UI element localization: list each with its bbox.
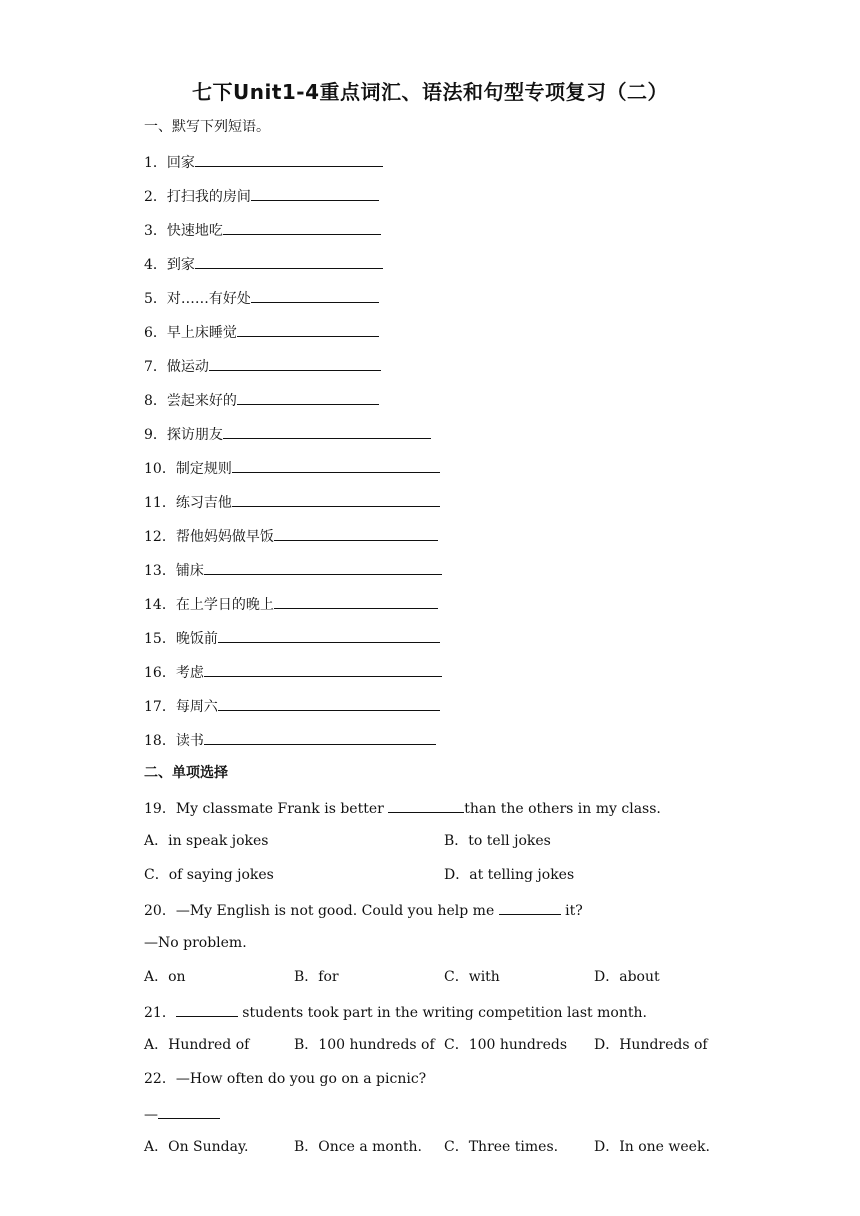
phrase-item — [144, 424, 431, 444]
phrase-item — [144, 696, 440, 716]
phrase-item — [144, 186, 379, 206]
answer-blank — [204, 560, 442, 575]
option-a: A．in speak jokes — [144, 833, 269, 849]
answer-blank — [499, 900, 561, 915]
phrase-text: 10．制定规则 — [144, 461, 232, 477]
phrase-item — [144, 288, 379, 308]
phrase-item — [144, 560, 442, 580]
answer-blank — [232, 458, 440, 473]
answer-blank — [158, 1104, 220, 1119]
option-a: A．Hundred of — [144, 1037, 250, 1053]
phrase-item — [144, 492, 440, 512]
answer-blank — [204, 730, 436, 745]
answer-blank — [232, 492, 440, 507]
phrase-item — [144, 390, 379, 410]
question-text: it? — [560, 903, 583, 919]
answer-blank — [209, 356, 381, 371]
answer-blank — [237, 390, 379, 405]
phrase-text: 4．到家 — [144, 257, 195, 273]
phrase-item — [144, 322, 379, 342]
question-22: 22．—How often do you go on a picnic? — [144, 1071, 427, 1087]
option-b: B．100 hundreds of — [294, 1037, 435, 1053]
page-title: 七下Unit1-4重点词汇、语法和句型专项复习（二） — [191, 80, 669, 104]
phrase-text: 1．回家 — [144, 155, 195, 171]
answer-blank — [251, 186, 379, 201]
phrase-item — [144, 458, 440, 478]
phrase-item — [144, 254, 383, 274]
phrase-item — [144, 152, 383, 172]
question-text: 21． — [144, 1005, 176, 1021]
phrase-item — [144, 730, 436, 750]
answer-blank — [218, 628, 440, 643]
question-20-reply: —No problem. — [144, 935, 247, 951]
phrase-item — [144, 356, 381, 376]
phrase-item — [144, 526, 438, 546]
option-b: B．Once a month. — [294, 1139, 422, 1155]
phrase-text: 16．考虑 — [144, 665, 204, 681]
answer-blank — [176, 1002, 238, 1017]
option-d: D．In one week. — [594, 1139, 710, 1155]
question-text: — — [144, 1107, 158, 1123]
question-text: students took part in the writing competition last month. — [237, 1005, 647, 1021]
phrase-text: 6．早上床睡觉 — [144, 325, 237, 341]
question-text: 19．My classmate Frank is better — [144, 801, 389, 817]
phrase-text: 17．每周六 — [144, 699, 218, 715]
phrase-text: 5．对……有好处 — [144, 291, 251, 307]
phrase-item — [144, 220, 381, 240]
phrase-text: 13．铺床 — [144, 563, 204, 579]
question-text: 20．—My English is not good. Could you help me — [144, 903, 499, 919]
answer-blank — [388, 798, 464, 813]
option-c: C．Three times. — [444, 1139, 559, 1155]
phrase-text: 12．帮他妈妈做早饭 — [144, 529, 274, 545]
option-c: C．of saying jokes — [144, 867, 274, 883]
answer-blank — [274, 526, 438, 541]
answer-blank — [237, 322, 379, 337]
question-text: than the others in my class. — [464, 801, 661, 817]
section-2-heading: 二、单项选择 — [144, 765, 228, 781]
phrase-item — [144, 594, 438, 614]
phrase-item — [144, 628, 440, 648]
answer-blank — [195, 254, 383, 269]
answer-blank — [274, 594, 438, 609]
phrase-text: 3．快速地吃 — [144, 223, 223, 239]
phrase-text: 9．探访朋友 — [144, 427, 223, 443]
option-c: C．100 hundreds — [444, 1037, 568, 1053]
option-a: A．on — [144, 969, 186, 985]
option-d: D．Hundreds of — [594, 1037, 708, 1053]
question-21 — [144, 1002, 647, 1022]
section-1-heading: 一、默写下列短语。 — [144, 119, 270, 135]
phrase-item — [144, 662, 442, 682]
answer-blank — [195, 152, 383, 167]
phrase-text: 14．在上学日的晚上 — [144, 597, 274, 613]
question-22-reply — [144, 1104, 220, 1124]
answer-blank — [251, 288, 379, 303]
answer-blank — [204, 662, 442, 677]
answer-blank — [218, 696, 440, 711]
phrase-text: 18．读书 — [144, 733, 204, 749]
option-d: D．at telling jokes — [444, 867, 575, 883]
question-19 — [144, 798, 661, 818]
question-20 — [144, 900, 583, 920]
option-a: A．On Sunday. — [144, 1139, 249, 1155]
answer-blank — [223, 220, 381, 235]
option-b: B．for — [294, 969, 339, 985]
phrase-text: 8．尝起来好的 — [144, 393, 237, 409]
phrase-text: 2．打扫我的房间 — [144, 189, 251, 205]
phrase-text: 15．晚饭前 — [144, 631, 218, 647]
option-d: D．about — [594, 969, 660, 985]
answer-blank — [223, 424, 431, 439]
phrase-text: 11．练习吉他 — [144, 495, 232, 511]
option-c: C．with — [444, 969, 500, 985]
option-b: B．to tell jokes — [444, 833, 551, 849]
phrase-text: 7．做运动 — [144, 359, 209, 375]
